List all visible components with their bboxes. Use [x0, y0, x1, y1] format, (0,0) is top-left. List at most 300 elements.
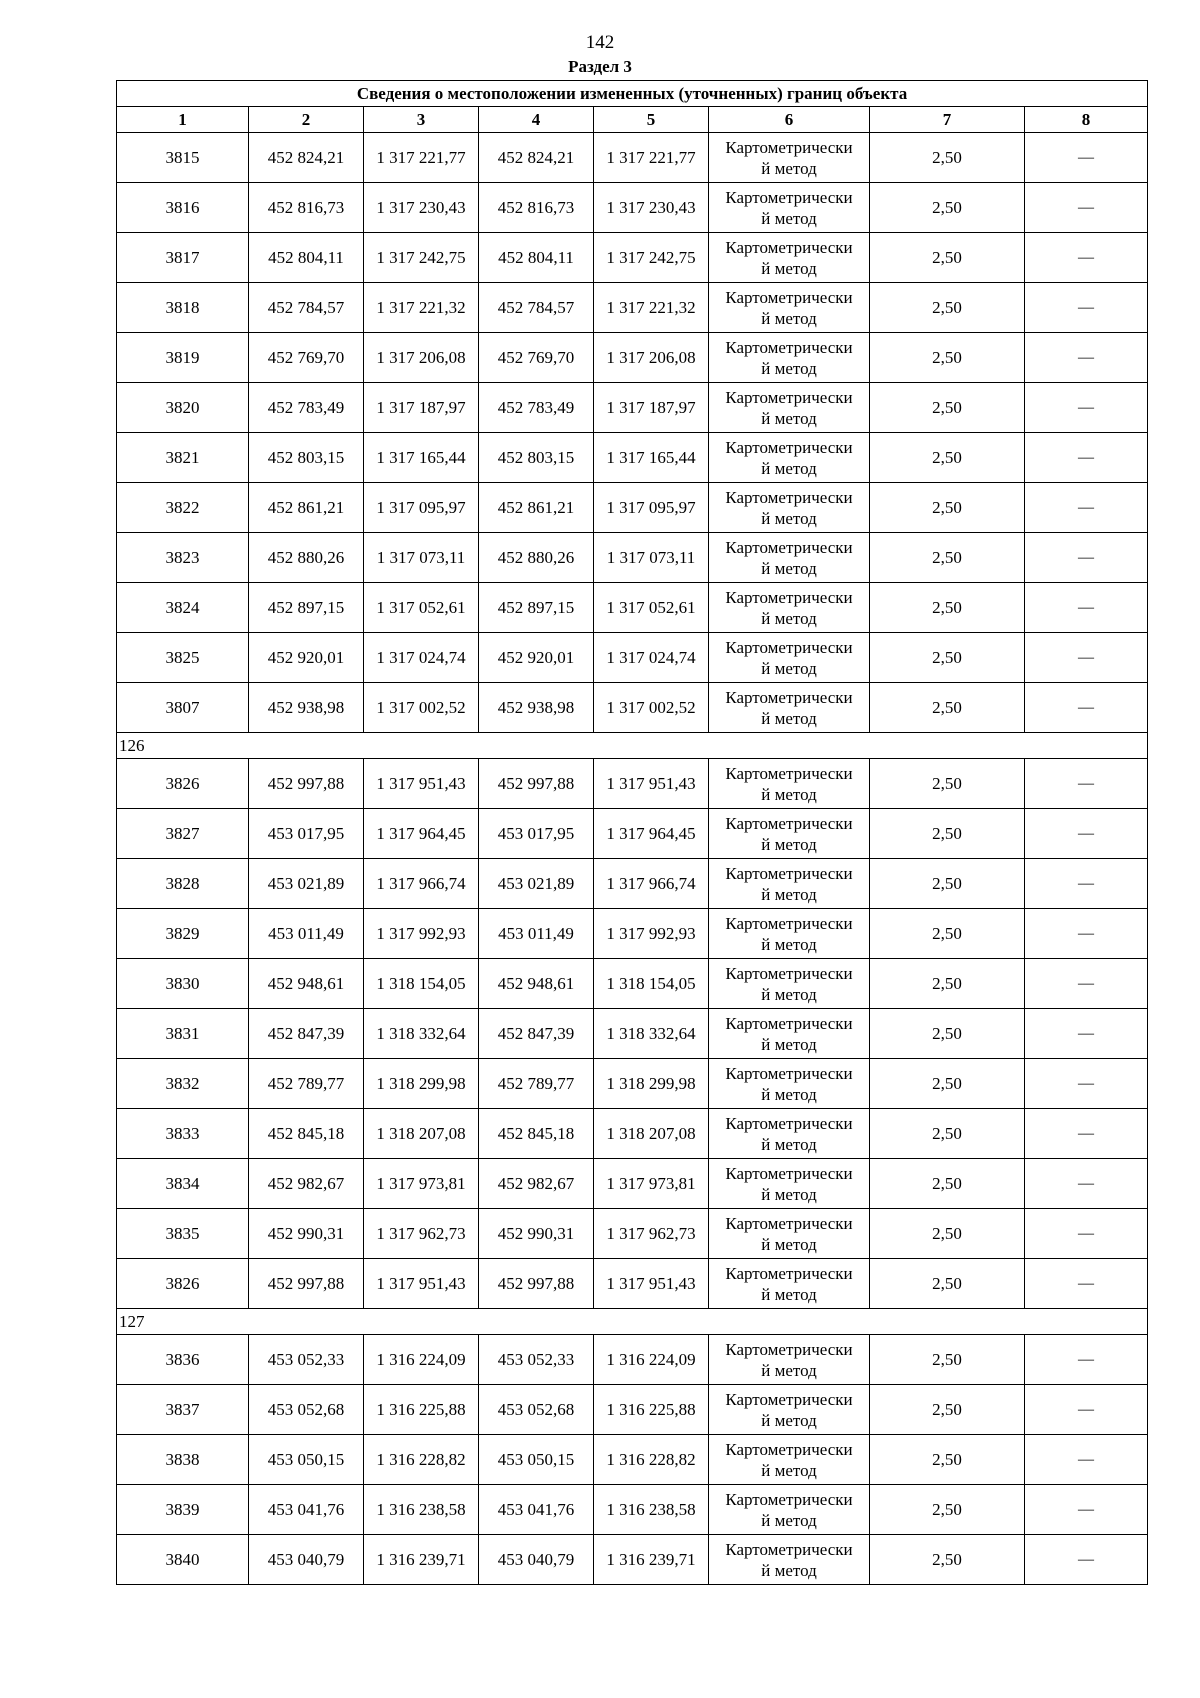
point-number-cell: 3837 [117, 1385, 249, 1435]
method-line-1: Картометрически [725, 1539, 853, 1559]
x-new-cell: 453 011,49 [479, 909, 594, 959]
y-new-cell: 1 316 238,58 [594, 1485, 709, 1535]
method-line-2: й метод [761, 1034, 817, 1054]
x-new-cell: 452 982,67 [479, 1159, 594, 1209]
accuracy-cell: 2,50 [870, 633, 1025, 683]
column-header-7: 7 [870, 107, 1025, 133]
method-line-2: й метод [761, 884, 817, 904]
method-cell [709, 583, 870, 633]
accuracy-cell: 2,50 [870, 283, 1025, 333]
method-line-2: й метод [761, 358, 817, 378]
y-existing-cell: 1 317 221,77 [364, 133, 479, 183]
column-header-5: 5 [594, 107, 709, 133]
point-number-cell: 3829 [117, 909, 249, 959]
description-cell: — [1025, 583, 1148, 633]
table-row [117, 1435, 1148, 1485]
y-existing-cell: 1 317 052,61 [364, 583, 479, 633]
point-number-cell: 3839 [117, 1485, 249, 1535]
y-new-cell: 1 317 221,77 [594, 133, 709, 183]
method-line-2: й метод [761, 784, 817, 804]
description-cell: — [1025, 1535, 1148, 1585]
x-new-cell: 452 816,73 [479, 183, 594, 233]
y-existing-cell: 1 317 962,73 [364, 1209, 479, 1259]
y-new-cell: 1 317 095,97 [594, 483, 709, 533]
description-cell: — [1025, 1485, 1148, 1535]
point-number-cell: 3836 [117, 1335, 249, 1385]
point-number-cell: 3821 [117, 433, 249, 483]
accuracy-cell: 2,50 [870, 533, 1025, 583]
group-label-row [117, 733, 1148, 759]
accuracy-cell: 2,50 [870, 1059, 1025, 1109]
x-existing-cell: 452 920,01 [249, 633, 364, 683]
method-line-2: й метод [761, 1284, 817, 1304]
x-new-cell: 452 845,18 [479, 1109, 594, 1159]
table-row [117, 633, 1148, 683]
accuracy-cell: 2,50 [870, 483, 1025, 533]
method-line-2: й метод [761, 258, 817, 278]
point-number-cell: 3828 [117, 859, 249, 909]
accuracy-cell: 2,50 [870, 1009, 1025, 1059]
description-cell: — [1025, 1335, 1148, 1385]
y-existing-cell: 1 316 224,09 [364, 1335, 479, 1385]
point-number-cell: 3823 [117, 533, 249, 583]
y-existing-cell: 1 318 207,08 [364, 1109, 479, 1159]
table-row [117, 1485, 1148, 1535]
y-new-cell: 1 317 165,44 [594, 433, 709, 483]
point-number-cell: 3827 [117, 809, 249, 859]
description-cell: — [1025, 683, 1148, 733]
point-number-cell: 3833 [117, 1109, 249, 1159]
method-line-2: й метод [761, 1560, 817, 1580]
y-new-cell: 1 317 002,52 [594, 683, 709, 733]
method-line-1: Картометрически [725, 387, 853, 407]
x-existing-cell: 453 021,89 [249, 859, 364, 909]
description-cell: — [1025, 1009, 1148, 1059]
description-cell: — [1025, 633, 1148, 683]
x-new-cell: 452 861,21 [479, 483, 594, 533]
x-existing-cell: 452 982,67 [249, 1159, 364, 1209]
method-line-1: Картометрически [725, 187, 853, 207]
x-new-cell: 452 997,88 [479, 759, 594, 809]
method-cell [709, 1109, 870, 1159]
y-new-cell: 1 318 299,98 [594, 1059, 709, 1109]
method-line-2: й метод [761, 508, 817, 528]
method-line-2: й метод [761, 1410, 817, 1430]
method-cell [709, 1385, 870, 1435]
description-cell: — [1025, 333, 1148, 383]
x-new-cell: 452 880,26 [479, 533, 594, 583]
method-cell [709, 483, 870, 533]
column-header-4: 4 [479, 107, 594, 133]
method-line-1: Картометрически [725, 537, 853, 557]
x-existing-cell: 452 845,18 [249, 1109, 364, 1159]
x-existing-cell: 453 052,68 [249, 1385, 364, 1435]
method-cell [709, 433, 870, 483]
method-line-2: й метод [761, 558, 817, 578]
x-new-cell: 452 847,39 [479, 1009, 594, 1059]
x-new-cell: 453 052,68 [479, 1385, 594, 1435]
accuracy-cell: 2,50 [870, 1535, 1025, 1585]
x-existing-cell: 452 880,26 [249, 533, 364, 583]
method-line-2: й метод [761, 158, 817, 178]
method-line-2: й метод [761, 308, 817, 328]
accuracy-cell: 2,50 [870, 809, 1025, 859]
x-existing-cell: 453 050,15 [249, 1435, 364, 1485]
method-line-1: Картометрически [725, 1489, 853, 1509]
accuracy-cell: 2,50 [870, 1435, 1025, 1485]
table-row [117, 683, 1148, 733]
point-number-cell: 3825 [117, 633, 249, 683]
page-number: 142 [585, 32, 615, 53]
accuracy-cell: 2,50 [870, 909, 1025, 959]
point-number-cell: 3820 [117, 383, 249, 433]
y-existing-cell: 1 317 206,08 [364, 333, 479, 383]
point-number-cell: 3832 [117, 1059, 249, 1109]
accuracy-cell: 2,50 [870, 859, 1025, 909]
point-number-cell: 3822 [117, 483, 249, 533]
method-line-2: й метод [761, 1460, 817, 1480]
x-existing-cell: 452 783,49 [249, 383, 364, 433]
description-cell: — [1025, 1059, 1148, 1109]
x-existing-cell: 452 861,21 [249, 483, 364, 533]
method-line-2: й метод [761, 608, 817, 628]
x-new-cell: 452 948,61 [479, 959, 594, 1009]
y-existing-cell: 1 316 228,82 [364, 1435, 479, 1485]
y-existing-cell: 1 318 299,98 [364, 1059, 479, 1109]
method-line-1: Картометрически [725, 1163, 853, 1183]
x-new-cell: 452 824,21 [479, 133, 594, 183]
table-row [117, 583, 1148, 633]
y-new-cell: 1 316 228,82 [594, 1435, 709, 1485]
column-header-6: 6 [709, 107, 870, 133]
accuracy-cell: 2,50 [870, 759, 1025, 809]
method-cell [709, 383, 870, 433]
method-line-2: й метод [761, 1134, 817, 1154]
method-cell [709, 183, 870, 233]
table-row [117, 333, 1148, 383]
x-existing-cell: 452 789,77 [249, 1059, 364, 1109]
y-new-cell: 1 317 206,08 [594, 333, 709, 383]
method-line-1: Картометрически [725, 337, 853, 357]
y-new-cell: 1 316 224,09 [594, 1335, 709, 1385]
accuracy-cell: 2,50 [870, 133, 1025, 183]
y-new-cell: 1 317 242,75 [594, 233, 709, 283]
description-cell: — [1025, 859, 1148, 909]
method-cell [709, 1159, 870, 1209]
y-existing-cell: 1 317 964,45 [364, 809, 479, 859]
method-line-1: Картометрически [725, 763, 853, 783]
method-line-2: й метод [761, 658, 817, 678]
method-line-1: Картометрически [725, 137, 853, 157]
table-row [117, 809, 1148, 859]
method-cell [709, 333, 870, 383]
method-line-1: Картометрически [725, 437, 853, 457]
column-header-8: 8 [1025, 107, 1148, 133]
y-existing-cell: 1 316 238,58 [364, 1485, 479, 1535]
y-existing-cell: 1 317 073,11 [364, 533, 479, 583]
x-new-cell: 452 804,11 [479, 233, 594, 283]
method-cell [709, 759, 870, 809]
x-existing-cell: 452 804,11 [249, 233, 364, 283]
x-existing-cell: 453 017,95 [249, 809, 364, 859]
method-line-2: й метод [761, 208, 817, 228]
y-existing-cell: 1 317 951,43 [364, 759, 479, 809]
x-existing-cell: 452 769,70 [249, 333, 364, 383]
x-existing-cell: 453 040,79 [249, 1535, 364, 1585]
x-new-cell: 452 769,70 [479, 333, 594, 383]
description-cell: — [1025, 1259, 1148, 1309]
x-existing-cell: 452 948,61 [249, 959, 364, 1009]
point-number-cell: 3835 [117, 1209, 249, 1259]
description-cell: — [1025, 383, 1148, 433]
method-line-1: Картометрически [725, 637, 853, 657]
y-existing-cell: 1 317 187,97 [364, 383, 479, 433]
accuracy-cell: 2,50 [870, 683, 1025, 733]
accuracy-cell: 2,50 [870, 333, 1025, 383]
x-new-cell: 453 050,15 [479, 1435, 594, 1485]
y-existing-cell: 1 316 239,71 [364, 1535, 479, 1585]
method-cell [709, 1335, 870, 1385]
y-existing-cell: 1 317 024,74 [364, 633, 479, 683]
description-cell: — [1025, 1435, 1148, 1485]
y-existing-cell: 1 317 230,43 [364, 183, 479, 233]
table-row [117, 233, 1148, 283]
column-header-1: 1 [117, 107, 249, 133]
table-row [117, 909, 1148, 959]
method-line-2: й метод [761, 1510, 817, 1530]
y-new-cell: 1 317 073,11 [594, 533, 709, 583]
point-number-cell: 3826 [117, 1259, 249, 1309]
method-line-1: Картометрически [725, 1389, 853, 1409]
method-line-2: й метод [761, 934, 817, 954]
table-caption: Сведения о местоположении измененных (уточненных) границ объекта [117, 81, 1148, 107]
x-new-cell: 453 021,89 [479, 859, 594, 909]
table-row [117, 1535, 1148, 1585]
accuracy-cell: 2,50 [870, 583, 1025, 633]
accuracy-cell: 2,50 [870, 1485, 1025, 1535]
accuracy-cell: 2,50 [870, 383, 1025, 433]
y-existing-cell: 1 317 165,44 [364, 433, 479, 483]
x-existing-cell: 452 784,57 [249, 283, 364, 333]
table-row [117, 183, 1148, 233]
table-row [117, 533, 1148, 583]
x-new-cell: 453 041,76 [479, 1485, 594, 1535]
y-new-cell: 1 318 154,05 [594, 959, 709, 1009]
method-cell [709, 809, 870, 859]
method-line-2: й метод [761, 834, 817, 854]
x-existing-cell: 452 990,31 [249, 1209, 364, 1259]
method-line-2: й метод [761, 1084, 817, 1104]
accuracy-cell: 2,50 [870, 433, 1025, 483]
point-number-cell: 3824 [117, 583, 249, 633]
point-number-cell: 3840 [117, 1535, 249, 1585]
point-number-cell: 3838 [117, 1435, 249, 1485]
y-existing-cell: 1 317 221,32 [364, 283, 479, 333]
method-cell [709, 633, 870, 683]
method-line-1: Картометрически [725, 1013, 853, 1033]
method-cell [709, 1485, 870, 1535]
group-label: 127 [117, 1309, 1148, 1335]
x-new-cell: 452 997,88 [479, 1259, 594, 1309]
accuracy-cell: 2,50 [870, 1109, 1025, 1159]
method-cell [709, 533, 870, 583]
group-label-row [117, 1309, 1148, 1335]
point-number-cell: 3818 [117, 283, 249, 333]
method-line-1: Картометрически [725, 1339, 853, 1359]
method-line-2: й метод [761, 1234, 817, 1254]
column-header-3: 3 [364, 107, 479, 133]
point-number-cell: 3826 [117, 759, 249, 809]
x-new-cell: 452 783,49 [479, 383, 594, 433]
method-line-1: Картометрически [725, 487, 853, 507]
description-cell: — [1025, 183, 1148, 233]
method-line-1: Картометрически [725, 1263, 853, 1283]
point-number-cell: 3830 [117, 959, 249, 1009]
x-new-cell: 452 789,77 [479, 1059, 594, 1109]
y-new-cell: 1 318 207,08 [594, 1109, 709, 1159]
method-line-2: й метод [761, 458, 817, 478]
point-number-cell: 3807 [117, 683, 249, 733]
table-row [117, 1209, 1148, 1259]
x-existing-cell: 452 997,88 [249, 1259, 364, 1309]
description-cell: — [1025, 1385, 1148, 1435]
y-new-cell: 1 316 239,71 [594, 1535, 709, 1585]
table-row [117, 383, 1148, 433]
accuracy-cell: 2,50 [870, 233, 1025, 283]
method-line-2: й метод [761, 708, 817, 728]
method-line-1: Картометрически [725, 963, 853, 983]
group-label: 126 [117, 733, 1148, 759]
accuracy-cell: 2,50 [870, 1335, 1025, 1385]
method-line-1: Картометрически [725, 1439, 853, 1459]
x-existing-cell: 452 938,98 [249, 683, 364, 733]
description-cell: — [1025, 483, 1148, 533]
y-new-cell: 1 317 973,81 [594, 1159, 709, 1209]
table-row [117, 759, 1148, 809]
method-cell [709, 959, 870, 1009]
y-existing-cell: 1 318 154,05 [364, 959, 479, 1009]
x-existing-cell: 453 052,33 [249, 1335, 364, 1385]
x-existing-cell: 452 824,21 [249, 133, 364, 183]
section-title: Раздел 3 [568, 57, 632, 76]
x-new-cell: 452 803,15 [479, 433, 594, 483]
table-caption-row [117, 81, 1148, 107]
column-header-2: 2 [249, 107, 364, 133]
description-cell: — [1025, 809, 1148, 859]
accuracy-cell: 2,50 [870, 1385, 1025, 1435]
description-cell: — [1025, 1209, 1148, 1259]
x-new-cell: 452 897,15 [479, 583, 594, 633]
table-row [117, 859, 1148, 909]
table-row [117, 133, 1148, 183]
x-existing-cell: 452 897,15 [249, 583, 364, 633]
y-new-cell: 1 317 230,43 [594, 183, 709, 233]
y-new-cell: 1 317 964,45 [594, 809, 709, 859]
description-cell: — [1025, 283, 1148, 333]
y-new-cell: 1 317 221,32 [594, 283, 709, 333]
table-row [117, 433, 1148, 483]
accuracy-cell: 2,50 [870, 959, 1025, 1009]
x-new-cell: 452 938,98 [479, 683, 594, 733]
x-existing-cell: 452 803,15 [249, 433, 364, 483]
description-cell: — [1025, 133, 1148, 183]
method-cell [709, 1209, 870, 1259]
y-existing-cell: 1 317 242,75 [364, 233, 479, 283]
method-line-1: Картометрически [725, 1063, 853, 1083]
y-existing-cell: 1 318 332,64 [364, 1009, 479, 1059]
method-line-1: Картометрически [725, 813, 853, 833]
method-line-1: Картометрически [725, 863, 853, 883]
x-existing-cell: 452 847,39 [249, 1009, 364, 1059]
method-line-1: Картометрически [725, 1113, 853, 1133]
method-line-1: Картометрически [725, 287, 853, 307]
accuracy-cell: 2,50 [870, 1159, 1025, 1209]
point-number-cell: 3831 [117, 1009, 249, 1059]
description-cell: — [1025, 959, 1148, 1009]
table-row [117, 959, 1148, 1009]
description-cell: — [1025, 909, 1148, 959]
y-existing-cell: 1 317 002,52 [364, 683, 479, 733]
column-header-row [117, 107, 1148, 133]
x-existing-cell: 452 997,88 [249, 759, 364, 809]
method-line-1: Картометрически [725, 913, 853, 933]
method-cell [709, 909, 870, 959]
point-number-cell: 3815 [117, 133, 249, 183]
method-cell [709, 683, 870, 733]
method-cell [709, 283, 870, 333]
x-new-cell: 453 052,33 [479, 1335, 594, 1385]
table-row [117, 483, 1148, 533]
boundary-table [116, 80, 1148, 1585]
method-line-1: Картометрически [725, 687, 853, 707]
y-new-cell: 1 318 332,64 [594, 1009, 709, 1059]
point-number-cell: 3816 [117, 183, 249, 233]
x-new-cell: 453 017,95 [479, 809, 594, 859]
method-cell [709, 859, 870, 909]
method-line-2: й метод [761, 1360, 817, 1380]
x-new-cell: 453 040,79 [479, 1535, 594, 1585]
point-number-cell: 3819 [117, 333, 249, 383]
method-line-1: Картометрически [725, 237, 853, 257]
table-row [117, 1009, 1148, 1059]
description-cell: — [1025, 233, 1148, 283]
y-existing-cell: 1 317 973,81 [364, 1159, 479, 1209]
accuracy-cell: 2,50 [870, 1209, 1025, 1259]
table-row [117, 1059, 1148, 1109]
x-new-cell: 452 784,57 [479, 283, 594, 333]
description-cell: — [1025, 759, 1148, 809]
method-cell [709, 1259, 870, 1309]
y-new-cell: 1 317 992,93 [594, 909, 709, 959]
description-cell: — [1025, 433, 1148, 483]
table-row [117, 1259, 1148, 1309]
table-row [117, 1385, 1148, 1435]
x-existing-cell: 453 011,49 [249, 909, 364, 959]
y-existing-cell: 1 316 225,88 [364, 1385, 479, 1435]
table-row [117, 283, 1148, 333]
y-new-cell: 1 317 052,61 [594, 583, 709, 633]
table-row [117, 1335, 1148, 1385]
method-line-2: й метод [761, 984, 817, 1004]
accuracy-cell: 2,50 [870, 183, 1025, 233]
y-new-cell: 1 317 966,74 [594, 859, 709, 909]
x-existing-cell: 453 041,76 [249, 1485, 364, 1535]
method-cell [709, 133, 870, 183]
description-cell: — [1025, 1159, 1148, 1209]
method-cell [709, 233, 870, 283]
point-number-cell: 3834 [117, 1159, 249, 1209]
point-number-cell: 3817 [117, 233, 249, 283]
